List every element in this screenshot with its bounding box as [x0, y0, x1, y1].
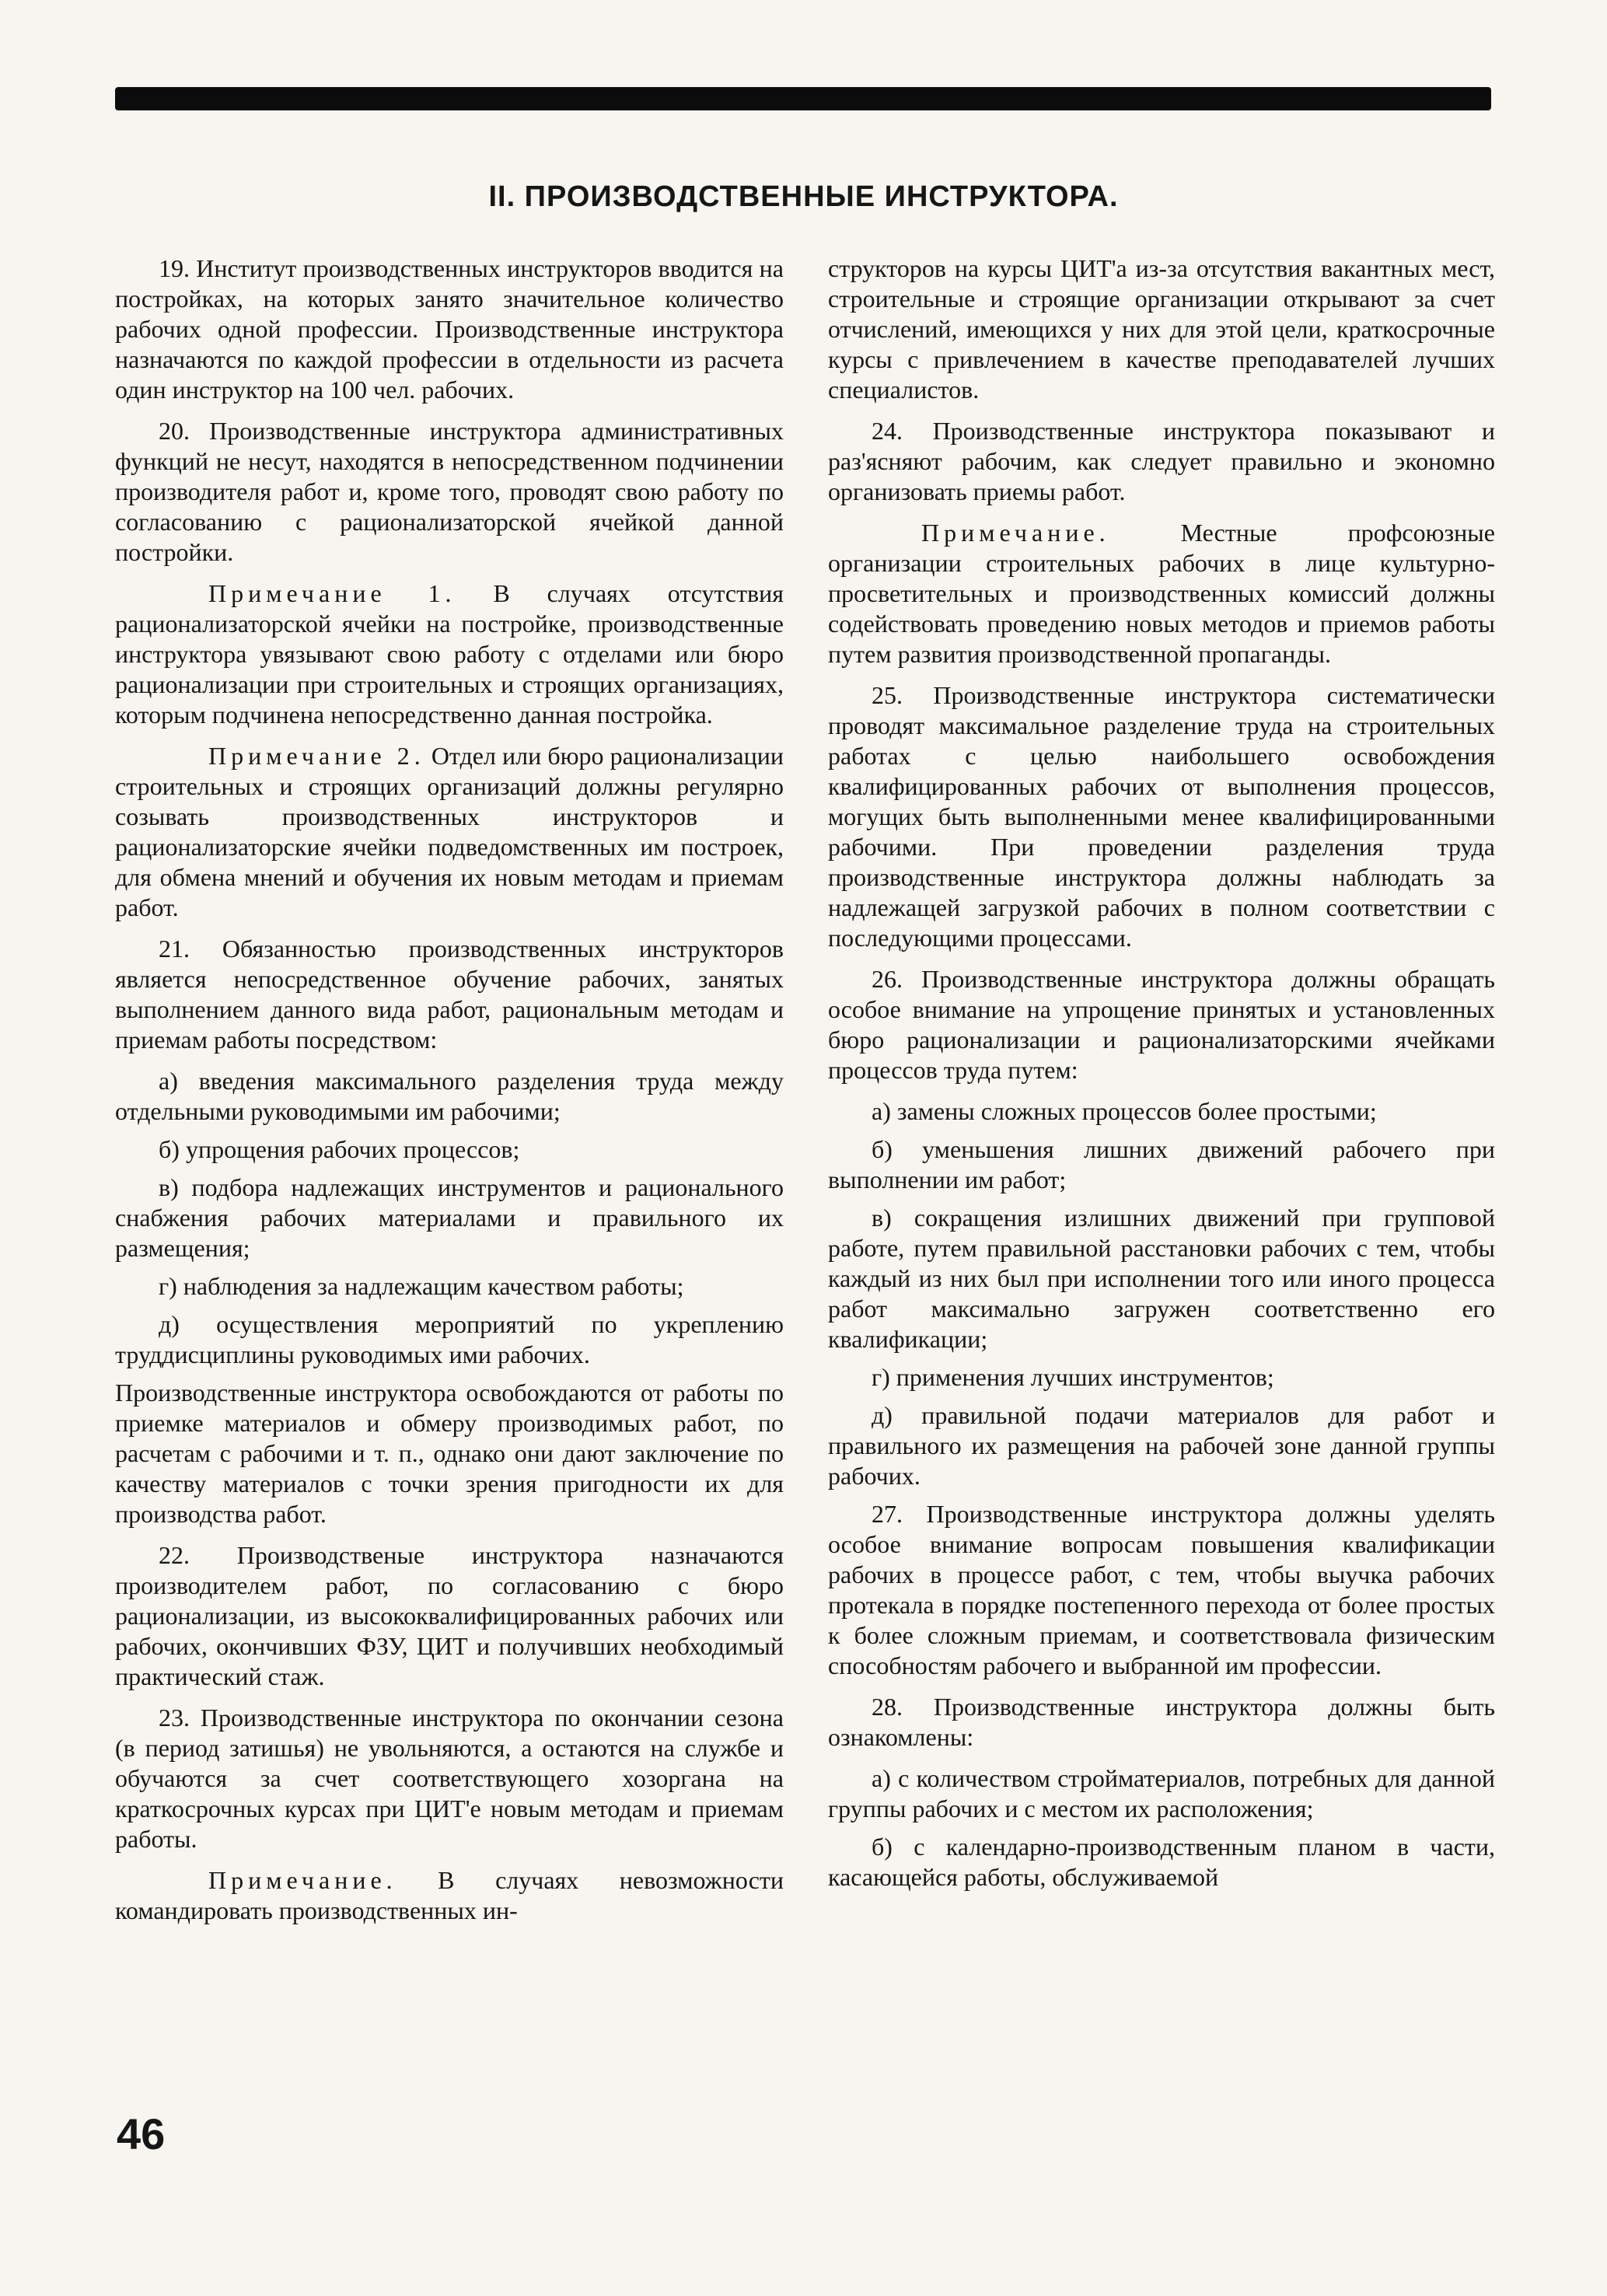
list-item: в) подбора надлежащих инструментов и рационального снабжения рабочих материалами и правильного их размещения;: [115, 1173, 784, 1262]
note-text: В случаях невозможности командировать производственных ин-: [115, 1866, 784, 1924]
paragraph: 21. Обязанностью производственных инструкторов является непосредственное обучение рабочих, занятых выполнением данного вида работ, рациональным методам и приемам работы посредством:: [115, 935, 784, 1054]
paragraph: 27. Производственные инструктора должны уделять особое внимание вопросам повышения квалификации рабочих в процессе работ, с тем, чтобы выучка рабочих протекала в порядке постепенного перехода от более простых к более сложным приемам, и соответствовала физическим способностям рабочего и выбранной им профессии.: [828, 1500, 1495, 1679]
list-item: г) наблюдения за надлежащим качеством работы;: [159, 1272, 684, 1300]
page-number: 46: [117, 2109, 166, 2158]
paragraph: 23. Производственные инструктора по окончании сезона (в период затишья) не увольняются, а остаются на службе и обучаются за счет соответствующего хозоргана на краткосрочных курсах при ЦИТ'е новым методам и приемам работы.: [115, 1704, 784, 1853]
note-paragraph: [828, 518, 1495, 669]
paragraph: 22. Производственые инструктора назначаются производителем работ, по согласованию с бюро рационализации, из высококвалифицированных рабочих или рабочих, окончивших ФЗУ, ЦИТ и получивших необходимый практический стаж.: [115, 1541, 784, 1690]
left-column: [115, 253, 784, 1937]
list-item: б) с календарно-производственным планом в части, касающейся работы, обслуживаемой: [828, 1833, 1495, 1891]
paragraph: структоров на курсы ЦИТ'а из-за отсутствия вакантных мест, строительные и строящие организации открывают за счет отчислений, имеющихся у них для этой цели, краткосрочные курсы с привлечением в качестве преподавателей лучших специалистов.: [828, 254, 1495, 404]
note-text: Местные профсоюзные организации строительных рабочих в лице культурно-просветительных и производственных комиссий должны содействовать проведению новых методов и приемов работы путем развития производственной пропаганды.: [828, 519, 1495, 668]
section-title: II. ПРОИЗВОДСТВЕННЫЕ ИНСТРУКТОРА.: [488, 180, 1119, 213]
paragraph: 26. Производственные инструктора должны обращать особое внимание на упрощение принятых и установленных бюро рационализации и рационализаторскими ячейками процессов труда путем:: [828, 965, 1495, 1084]
list-item: в) сокращения излишних движений при групповой работе, путем правильной расстановки рабочих с тем, чтобы каждый из них был при исполнении того или иного процесса работ максимально загружен соответственно его квалификации;: [828, 1204, 1495, 1353]
top-rule: [115, 87, 1491, 110]
paragraph: Производственные инструктора освобождаются от работы по приемке материалов и обмеру производимых работ, по расчетам с рабочими и т. п., однако они дают заключение по качеству материалов с точки зрения пригодности их для производства работ.: [115, 1379, 784, 1528]
list-item: б) упрощения рабочих процессов;: [159, 1135, 520, 1163]
list-item: б) уменьшения лишних движений рабочего при выполнении им работ;: [828, 1135, 1495, 1193]
note-label: Примечание 1.: [208, 579, 456, 607]
list-item: г) применения лучших инструментов;: [872, 1363, 1274, 1391]
note-label: Примечание.: [208, 1866, 397, 1894]
note-text: Отдел или бюро рационализации строительных и строящих организаций должны регулярно созывать производственных инструкторов и рационализаторские ячейки подведомственных им построек, для обмена мнений и обучения их новым методам и приемам работ.: [115, 742, 784, 921]
note-text: В случаях отсутствия рационализаторской ячейки на постройке, производственные инструктора увязывают свою работу с отделами или бюро рационализации при строительных и строящих организациях, которым подчинена непосредственно данная постройка.: [115, 579, 784, 729]
list-item: а) введения максимального разделения труда между отдельными руководимыми им рабочими;: [115, 1067, 784, 1125]
right-column: [828, 253, 1495, 1900]
note-label: Примечание 2.: [208, 742, 425, 770]
paragraph: 19. Институт производственных инструкторов вводится на постройках, на которых занято значительное количество рабочих одной профессии. Производственные инструктора назначаются по каждой профессии в отдельности из расчета один инструктор на 100 чел. рабочих.: [115, 254, 784, 404]
list-item: д) правильной подачи материалов для работ и правильного их размещения на рабочей зоне данной группы рабочих.: [828, 1401, 1495, 1490]
list-item: а) замены сложных процессов более простыми;: [872, 1097, 1377, 1125]
note-paragraph: [115, 1865, 784, 1926]
paragraph: 24. Производственные инструктора показывают и раз'ясняют рабочим, как следует правильно и экономно организовать приемы работ.: [828, 417, 1495, 505]
list-item: а) с количеством стройматериалов, потребных для данной группы рабочих и с местом их расположения;: [828, 1764, 1495, 1822]
paragraph: 25. Производственные инструктора систематически проводят максимальное разделение труда на строительных работах с целью наибольшего освобождения квалифицированных рабочих от выполнения процессов, могущих быть выполненными менее квалифицированными рабочими. При проведении разделения труда производственные инструктора должны наблюдать за надлежащей загрузкой рабочих в полном соответствии с последующими процессами.: [828, 681, 1495, 952]
paragraph: 28. Производственные инструктора должны быть ознакомлены:: [828, 1693, 1495, 1751]
paragraph: 20. Производственные инструктора административных функций не несут, находятся в непосредственном подчинении производителя работ и, кроме того, проводят свою работу по согласованию с рационализаторской ячейкой данной постройки.: [115, 417, 784, 566]
list-item: д) осуществления мероприятий по укреплению труддисциплины руководимых ими рабочих.: [115, 1310, 784, 1368]
note-label: Примечание.: [921, 519, 1110, 547]
note-paragraph: [115, 578, 784, 730]
note-paragraph: [115, 741, 784, 923]
